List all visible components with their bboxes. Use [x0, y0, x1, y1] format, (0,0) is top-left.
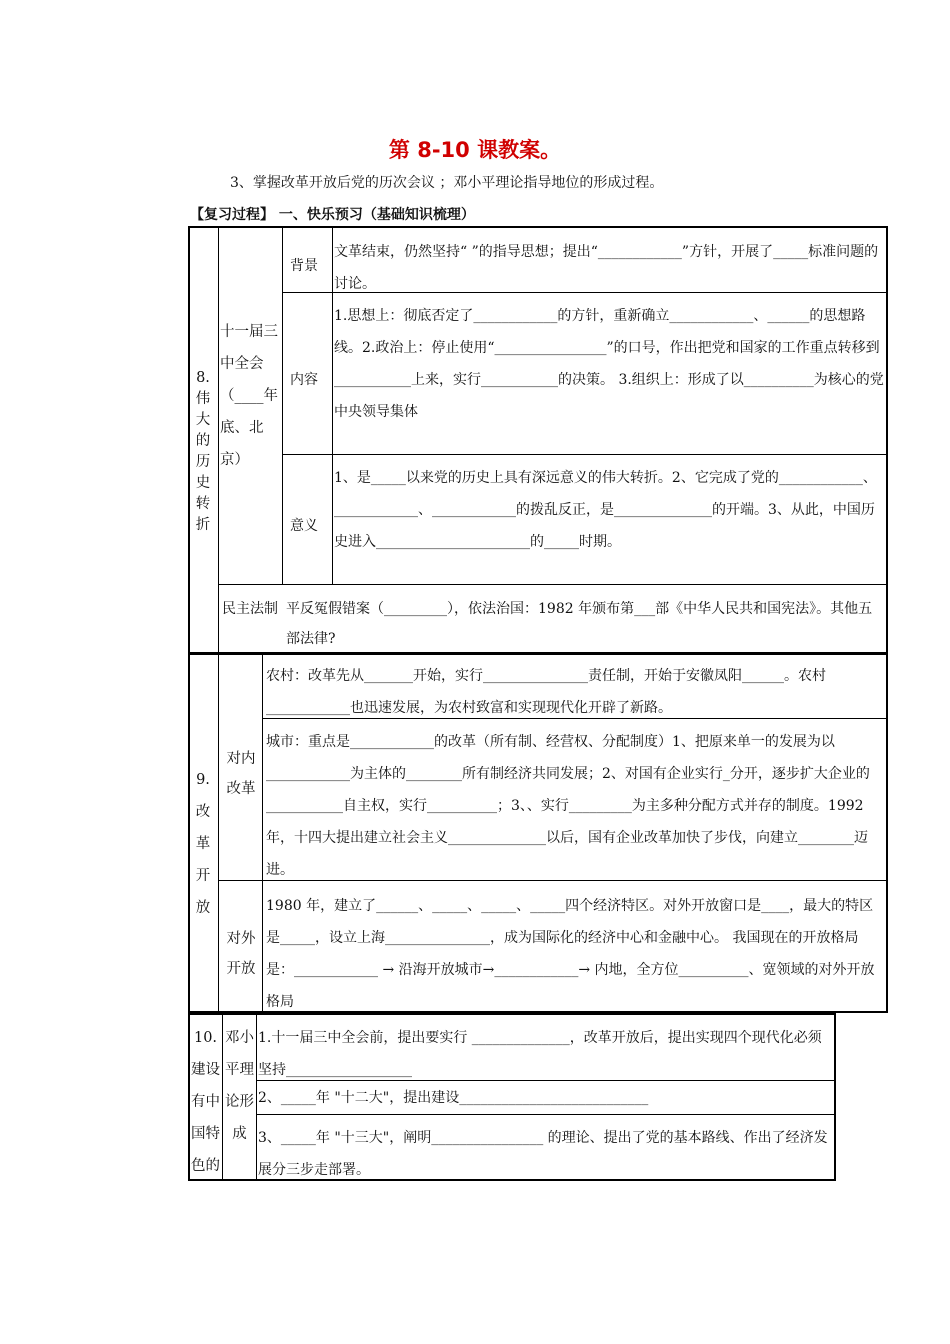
theory-row-2: 2、_____年 "十二大"，提出建设___________________________	[258, 1090, 649, 1106]
law-text: 平反冤假错案（_________），依法治国：1982 年颁布第___部《中华人民共和国宪法》。其他五部法律?	[286, 601, 873, 647]
objective-text: 3、掌握改革开放后党的历次会议 ；邓小平理论指导地位的形成过程。	[230, 175, 664, 191]
rural-text: 农村：改革先从_______开始，实行_______________责任制，开始于安徽凤阳______。农村____________也迅速发展，为农村致富和实现现代化开辟了新路。	[266, 668, 826, 716]
deng-theory-label: 邓小平理论形成	[225, 1030, 254, 1142]
divider	[282, 226, 283, 584]
external-opening-label: 对外开放	[226, 931, 256, 977]
section-8-subtitle: 十一届三中全会（____年底、北京）	[220, 324, 278, 468]
background-label: 背景	[290, 258, 318, 274]
divider	[218, 584, 888, 585]
divider	[256, 1114, 836, 1115]
section-8-label: 8.伟大的历史转折	[195, 370, 211, 533]
meaning-label: 意义	[290, 518, 318, 534]
external-text: 1980 年，建立了______、_____、_____、_____四个经济特区。对外开放窗口是____，最大的特区是_____，设立上海_______________，成为国际化的经济中心和金融中心。 我国现在的开放格局是：____________ → 沿海开放城市→____________→ 内地，全方位__________、宽领域的对外开放格局	[266, 898, 875, 1010]
law-label: 民主法制	[222, 601, 278, 617]
divider	[282, 454, 888, 455]
section-9-label: 9.改革开放	[195, 772, 211, 916]
section-10-label: 10.建设有中国特色的	[191, 1030, 220, 1174]
theory-row-1: 1.十一届三中全会前，提出要实行 ______________，改革开放后，提出实现四个现代化必须坚持__________________	[258, 1030, 822, 1078]
internal-reform-label: 对内改革	[226, 751, 256, 797]
divider	[218, 653, 219, 1013]
divider	[218, 226, 219, 654]
background-text: 文革结束，仍然坚持“ ”的指导思想；提出“____________”方针，开展了_____标准问题的讨论。	[334, 244, 879, 292]
meaning-text: 1、是_____以来党的历史上具有深远意义的伟大转折。2、它完成了党的____________、____________、____________的拨乱反正，是______________的开端。3、从此，中国历史进入______________________的_____时期。	[334, 470, 877, 550]
divider	[332, 226, 333, 584]
urban-text: 城市：重点是____________的改革（所有制、经营权、分配制度）1、把原来单一的发展为以____________为主体的________所有制经济共同发展；2、对国有企业实行_分开，逐步扩大企业的___________自主权，实行__________；3、、实行_________为主多种分配方式并存的制度。1992 年，十四大提出建立社会主义______________以后，国有企业改革加快了步伐，向建立________迈进。	[266, 734, 870, 878]
page-title: 第 8-10 课教案。	[388, 138, 562, 162]
content-label: 内容	[290, 372, 318, 388]
section-heading: 【复习过程】 一、快乐预习（基础知识梳理）	[190, 207, 475, 223]
content-text: 1.思想上：彻底否定了____________的方针，重新确立____________、______的思想路线。2.政治上：停止使用“________________”的口号，作出把党和国家的工作重点转移到___________上来，实行___________的决策。 3.组织上：形成了以__________为核心的党中央领导集体	[334, 308, 884, 420]
divider	[262, 653, 263, 1013]
divider	[256, 1013, 257, 1181]
theory-row-3: 3、_____年 "十三大"，阐明________________ 的理论、提出了党的基本路线、作出了经济发展分三步走部署。	[258, 1130, 828, 1178]
